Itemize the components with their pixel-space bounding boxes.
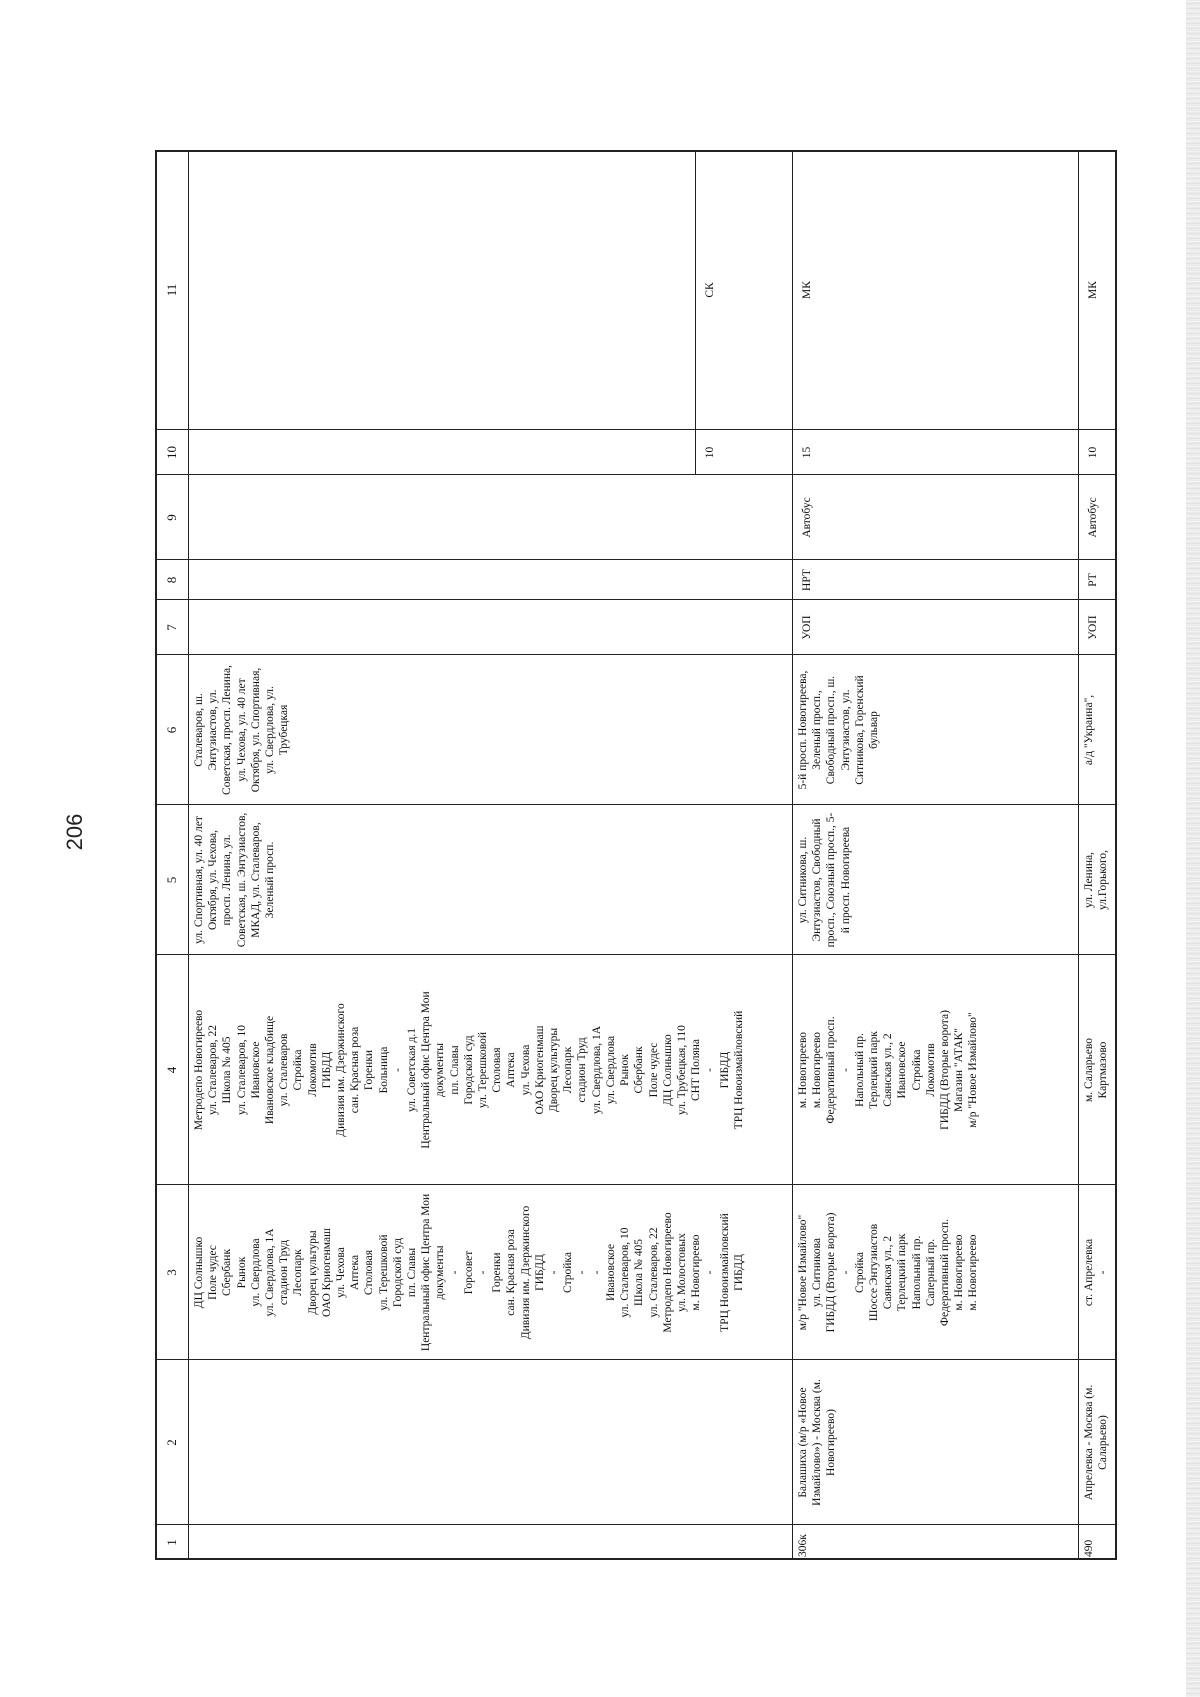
cell-c10: 15: [801, 446, 813, 459]
cell-stops-backward: Метродепо Новогиреево ул. Сталеваров, 22 Школа № 405 ул. Сталеваров, 10 Ивановское Ивановское кладбище ул. Сталеваров Стройка Локомотив ГИБДД Дивизия им. Дзержинского сан. Красная роза Горенки Больница - ул. Советская д.1 Центральный офис Центра Мои документы пл. Славы Городской суд ул. Терешковой Столовая Аптека ул. Чехова ОАО Криогенмаш Дворец культуры Лесопарк стадион Труд ул. Свердлова, 1А ул. Свердлова Рынок Сбербанк Поле чудес ДЦ Солнышко ул. Трубецкая, 110 СНТ Поляна - ГИБДД ТРЦ Новоизмайловский: [193, 991, 745, 1149]
cell-c9: Автобус: [1087, 497, 1099, 538]
cell-stops-backward: м. Саларьево Картмазово: [1083, 1038, 1110, 1102]
cell-c7: УОП: [1087, 615, 1099, 640]
column-header-10: 10: [163, 446, 179, 459]
row-divider: [188, 150, 189, 1560]
column-header-11: 11: [163, 283, 179, 297]
cell-stops-forward: м/р "Новое Измайлово" ул. Ситникова ГИБДД (Вторые ворота) - Стройка Шоссе Энтузиастов Саянская ул., 2 Терлецкий парк Напольный пр. Саперный пр. Федеративный просп. м. Новогиреево м. Новогиреево: [797, 1212, 980, 1333]
cell-num: 306к: [797, 1534, 809, 1557]
cell-stops-forward: ст. Апрелевка -: [1083, 1238, 1110, 1307]
cell-c11: СК: [704, 282, 716, 298]
column-header-5: 5: [163, 876, 179, 884]
cell-c9: Автобус: [801, 497, 813, 538]
column-header-9: 9: [163, 514, 179, 521]
cell-name: Апрелевка - Москва (м. Саларьево): [1083, 1384, 1110, 1501]
cell-streets-backward: а/д "Украина",: [1083, 694, 1095, 766]
column-header-6: 6: [163, 726, 179, 734]
cell-c10: 10: [1087, 446, 1099, 459]
cell-streets-forward: ул. Ситникова, ш. Энтузиастов, Свободный просп., Союзный просп., 5- й просп. Новогиреева: [797, 812, 852, 948]
cell-streets-backward: 5-й просп. Новогиреева, Зеленый просп., Свободный просп., ш. Энтузиастов, ул. Ситникова, Горенский бульвар: [797, 670, 881, 790]
cell-stops-forward: ДЦ Солнышко Поле чудес Сбербанк Рынок ул. Свердлова ул. Свердлова, 1А стадион Труд Лесопарк Дворец культуры ОАО Криогенмаш ул. Чехова Аптека Столовая ул. Терешковой Городской суд пл. Славы Центральный офис Центра Мои документы - Горсовет - Горенки сан. Красная роза Дивизия им. Дзержинского ГИБДД - Стройка - - Ивановское ул. Сталеваров, 10 Школа № 405 ул. Сталеваров, 22 Метродепо Новогиреево ул. Молостовых м. Новогиреево - ТРЦ Новоизмайловский ГИБДД: [193, 1193, 745, 1352]
cell-streets-backward: Сталеваров, ш. Энтузиастов, ул. Советская, просп. Ленина, ул. Чехова, ул. 40 лет Октября, ул. Спортивная, ул. Свердлова, ул. Трубецкая: [193, 665, 291, 795]
column-header-4: 4: [163, 1066, 179, 1074]
column-header-2: 2: [163, 1439, 179, 1446]
cell-name: Балашиха (м/р «Новое Измайлово») - Москва (м. Новогиреево): [797, 1379, 838, 1506]
column-header-3: 3: [163, 1269, 179, 1276]
route-table: [155, 150, 1115, 1560]
page-number: 206: [62, 813, 87, 851]
cell-c10: 10: [704, 446, 716, 459]
cell-num: 490: [1083, 1539, 1095, 1557]
column-header-1: 1: [163, 1539, 179, 1546]
cell-c7: УОП: [801, 615, 813, 640]
cell-streets-forward: ул. Спортивная, ул. 40 лет Октября, ул. Чехова, просп. Ленина, ул. Советская, ш. Энтузиастов, МКАД, ул. Сталеваров, Зеленый просп.: [193, 812, 277, 948]
cell-streets-forward: ул. Ленина, ул.Горького,: [1083, 849, 1110, 911]
row-divider: [695, 150, 696, 475]
cell-c8: НРТ: [801, 569, 813, 591]
column-header-7: 7: [163, 624, 179, 631]
cell-c11: МК: [801, 281, 813, 299]
cell-c8: РТ: [1087, 573, 1099, 587]
cell-c11: МК: [1087, 281, 1099, 299]
cell-stops-backward: м. Новогиреево м. Новогиреево Федеративный просп. - Напольный пр. Терлецкий парк Саянская ул., 2 Ивановское Стройка Локомотив ГИБДД (Вторые ворота) Магазин "АТАК" м/р "Новое Измайлово": [797, 1010, 980, 1130]
scan-edge: [1186, 0, 1200, 1697]
column-header-8: 8: [163, 576, 179, 584]
